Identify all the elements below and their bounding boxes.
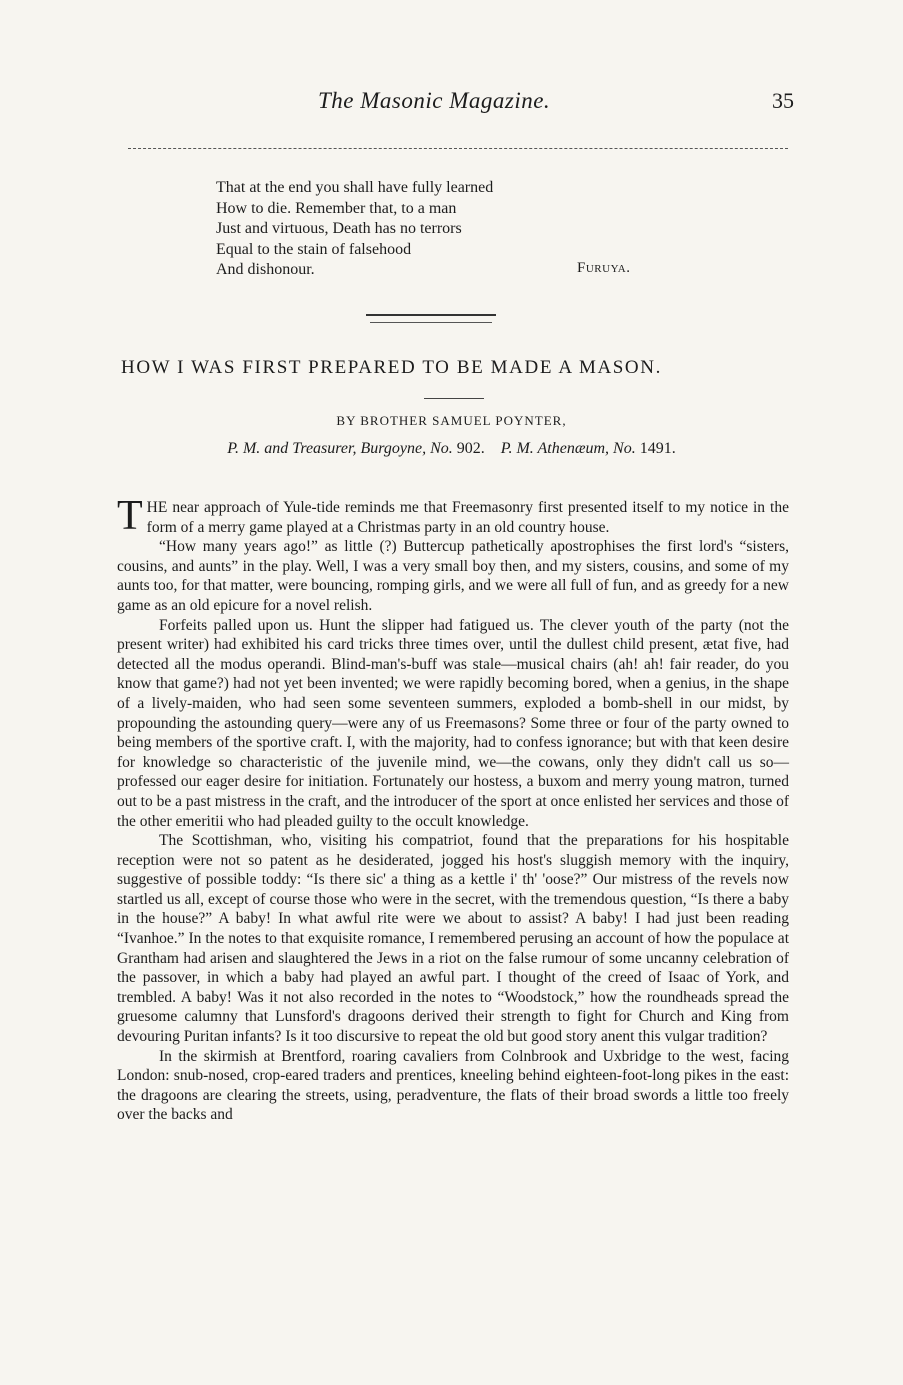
paragraph bbox=[117, 493, 789, 539]
magazine-title: The Masonic Magazine. bbox=[318, 88, 551, 113]
running-header bbox=[0, 88, 903, 118]
poem bbox=[216, 178, 636, 281]
poem-line: That at the end you shall have fully learned bbox=[216, 179, 494, 196]
poem-line: How to die. Remember that, to a man bbox=[216, 199, 457, 217]
paragraph: The Scottishman, who, visiting his compatriot, found that the preparations for his hospitable reception were not so patent as he desiderated, jogged his host's sluggish memory with the inquiry, suggestive of possible toddy: “Is there sic' a thing as a kettle i' th' 'oose?” Our mistress of the revels now startled us all, except of course those who were in the secret, with the tremendous question, “Is there a baby in the house?” A baby! In what awful rite were we about to assist? A baby! I had just been reading “Ivanhoe.” In the notes to that exquisite romance, I remembered perusing an account of how the populace at Grantham had arisen and slaughtered the Jews in a riot on the false rumour of some uncanny celebration of the passover, in which a baby had played an awful part. I thought of the creed of Isaac of York, and trembled. A baby! Was it not also recorded in the notes to “Woodstock,” how the roundheads spread the gruesome calumny that Lunsford's dragoons derived their strength to fight for Church and King from devouring Puritan infants? Is it too discursive to repeat the old but good story anent this vulgar tradition? bbox=[117, 832, 789, 1046]
poem-line: Just and virtuous, Death has no terrors bbox=[216, 220, 462, 237]
poem-author: Furuya. bbox=[577, 260, 631, 276]
paragraph-text: HE near approach of Yule-tide reminds me that Freemasonry first presented itself to my notice in the form of a merry game played at a Christmas party in an old country house. bbox=[146, 499, 789, 536]
paragraph: Forfeits palled upon us. Hunt the slipper had fatigued us. The clever youth of the party (not the present writer) had exhibited his card tricks three times over, until the dullest child present, ætat five, had detected all the modus operandi. Blind-man's-buff was stale—musical chairs (ah! ah! fair reader, do you know that game?) had not yet been invented; we were rapidly becoming bored, when a genius, in the shape of a lively-maiden, who had seen some seventeen summers, exploded a bomb-shell in our midst, by propounding the astounding query—were any of us Freemasons? Some three or four of the party owned to being members of the sportive craft. I, with the majority, had to confess ignorance; but with that keen desire for knowledge so characteristic of the juvenile mind, we—the cowans, only they didn't call us so—professed our eager desire for initiation. Fortunately our hostess, a buxom and merry young matron, turned out to be a past mistress in the craft, and the introducer of the sport at once enlisted her services and those of the other emeritii who had pleaded guilty to the occult knowledge. bbox=[117, 616, 789, 830]
header-rule bbox=[128, 148, 788, 149]
page-number: 35 bbox=[772, 88, 794, 113]
credential-number-1: 902. bbox=[456, 440, 485, 457]
credential-lodge-1: P. M. and Treasurer, Burgoyne, No. bbox=[227, 440, 453, 457]
credential-number-2: 1491. bbox=[639, 440, 676, 457]
poem-line: Equal to the stain of falsehood bbox=[216, 240, 412, 258]
paragraph: In the skirmish at Brentford, roaring cavaliers from Colnbrook and Uxbridge to the west, facing London: snub-nosed, crop-eared traders and prentices, kneeling behind eighteen-foot-long pikes in the east: the dragoons are clearing the streets, using, peradventure, the flats of their broad swords a little too freely over the backs and bbox=[117, 1047, 789, 1124]
title-rule bbox=[424, 398, 484, 399]
poem-line: And dishonour. bbox=[216, 261, 315, 278]
section-divider-thick bbox=[366, 314, 496, 316]
credential-lodge-2: P. M. Athenæum, No. bbox=[500, 440, 636, 457]
article-title: HOW I WAS FIRST PREPARED TO BE MADE A MASON. bbox=[121, 357, 662, 378]
article-byline: BY BROTHER SAMUEL POYNTER, bbox=[336, 413, 567, 428]
article-body bbox=[117, 493, 789, 1125]
author-credentials bbox=[0, 440, 903, 458]
paragraph: “How many years ago!” as little (?) Buttercup pathetically apostrophises the first lord's “sisters, cousins, and aunts” in the play. Well, I was a very small boy then, and my sisters, cousins, and some of my aunts too, for that matter, were bouncing, romping girls, and we were all full of fun, and as greedy for a new game as an old epicure for a novel relish. bbox=[117, 538, 789, 614]
drop-cap: T bbox=[117, 493, 143, 539]
section-divider-thin bbox=[370, 322, 492, 323]
